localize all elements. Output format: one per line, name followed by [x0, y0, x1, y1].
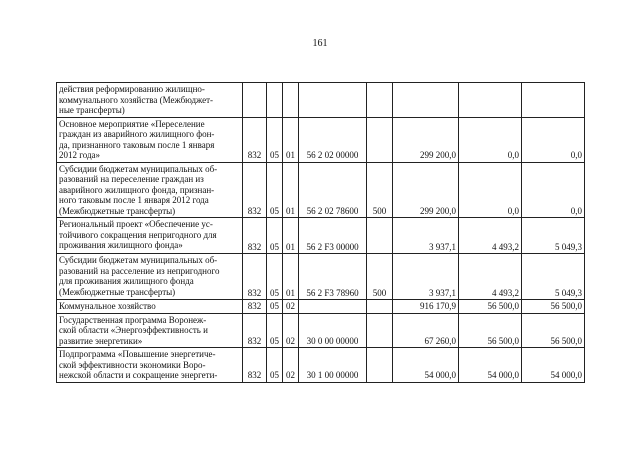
- subsection-cell: [283, 83, 299, 118]
- grbs-cell: 832: [243, 162, 267, 218]
- expense-type-cell: [367, 300, 393, 314]
- row-name-line: граждан из аварийного жилищного фон-: [59, 129, 215, 139]
- row-name-line: тойчивого сокращения непригодного для: [59, 229, 217, 240]
- target-article-cell: 30 1 00 00000: [299, 348, 367, 383]
- amount-year2-cell: 4 493,2: [459, 254, 522, 300]
- amount-year1-cell: 67 260,0: [393, 313, 459, 348]
- grbs-cell: 832: [243, 313, 267, 348]
- amount-year1-cell: 299 200,0: [393, 162, 459, 218]
- row-name-line: развитие энергетики»: [59, 335, 143, 346]
- row-name-line: Региональный проект «Обеспечение ус-: [59, 219, 213, 229]
- section-cell: 05: [267, 348, 283, 383]
- table-row: [57, 117, 585, 162]
- table-row: [57, 300, 585, 314]
- grbs-cell: 832: [243, 254, 267, 300]
- amount-year3-cell: 5 049,3: [522, 218, 585, 254]
- row-name-line: Коммунальное хозяйство: [59, 301, 156, 311]
- row-name-line: аварийного жилищного фонда, признан-: [59, 184, 215, 195]
- expense-type-cell: [367, 348, 393, 383]
- amount-year3-cell: 0,0: [522, 117, 585, 162]
- amount-year3-cell: 54 000,0: [522, 348, 585, 383]
- row-name-line: (Межбюджетные трансферты): [59, 286, 176, 297]
- target-article-cell: 56 2 02 00000: [299, 117, 367, 162]
- amount-year2-cell: 56 500,0: [459, 313, 522, 348]
- page-number: 161: [312, 38, 328, 49]
- row-name-line: Государственная программа Воронеж-: [59, 314, 207, 325]
- table-row: [57, 313, 585, 348]
- grbs-cell: [243, 83, 267, 118]
- row-name-line: Основное мероприятие «Переселение: [59, 118, 205, 129]
- amount-year2-cell: 0,0: [459, 162, 522, 218]
- row-name-line: ской области «Энергоэффективность и: [59, 325, 208, 335]
- amount-year3-cell: 0,0: [522, 162, 585, 218]
- amount-year1-cell: 916 170,9: [393, 300, 459, 314]
- row-name-line: ные трансферты): [59, 105, 125, 115]
- target-article-cell: 56 2 F3 00000: [299, 218, 367, 254]
- target-article-cell: [299, 300, 367, 314]
- table-row: [57, 254, 585, 300]
- table-body: [57, 83, 585, 383]
- subsection-cell: 01: [283, 254, 299, 300]
- amount-year2-cell: 54 000,0: [459, 348, 522, 383]
- grbs-cell: 832: [243, 218, 267, 254]
- table-row: [57, 162, 585, 218]
- section-cell: 05: [267, 313, 283, 348]
- section-cell: 05: [267, 162, 283, 218]
- amount-year2-cell: 0,0: [459, 117, 522, 162]
- amount-year1-cell: 299 200,0: [393, 117, 459, 162]
- row-name-line: 2012 года»: [59, 150, 101, 160]
- amount-year3-cell: 56 500,0: [522, 313, 585, 348]
- target-article-cell: 30 0 00 00000: [299, 313, 367, 348]
- amount-year3-cell: [522, 83, 585, 118]
- row-name-line: да, признанного таковым после 1 января: [59, 139, 215, 150]
- row-name-line: ской эффективности экономики Воро-: [59, 359, 206, 370]
- amount-year2-cell: 4 493,2: [459, 218, 522, 254]
- subsection-cell: 02: [283, 300, 299, 314]
- row-name-line: разований на расселение из непригодного: [59, 265, 220, 276]
- section-cell: 05: [267, 254, 283, 300]
- expense-type-cell: [367, 218, 393, 254]
- section-cell: 05: [267, 300, 283, 314]
- row-name-cell: [57, 117, 243, 162]
- amount-year3-cell: 5 049,3: [522, 254, 585, 300]
- target-article-cell: 56 2 02 78600: [299, 162, 367, 218]
- row-name-line: коммунального хозяйства (Межбюджет-: [59, 94, 214, 105]
- amount-year2-cell: 56 500,0: [459, 300, 522, 314]
- table-row: [57, 218, 585, 254]
- row-name-line: Подпрограмма «Повышение энергетиче-: [59, 349, 216, 359]
- expense-type-cell: 500: [367, 254, 393, 300]
- row-name-line: ного таковым после 1 января 2012 года: [59, 195, 209, 205]
- grbs-cell: 832: [243, 117, 267, 162]
- row-name-cell: [57, 218, 243, 254]
- target-article-cell: [299, 83, 367, 118]
- section-cell: 05: [267, 117, 283, 162]
- row-name-line: (Межбюджетные трансферты): [59, 205, 176, 216]
- grbs-cell: 832: [243, 300, 267, 314]
- expense-type-cell: [367, 313, 393, 348]
- expense-type-cell: [367, 83, 393, 118]
- table-row: [57, 348, 585, 383]
- amount-year2-cell: [459, 83, 522, 118]
- amount-year3-cell: 56 500,0: [522, 300, 585, 314]
- row-name-line: нежской области и сокращение энергети-: [59, 370, 218, 380]
- subsection-cell: 01: [283, 162, 299, 218]
- row-name-cell: [57, 313, 243, 348]
- target-article-cell: 56 2 F3 78960: [299, 254, 367, 300]
- amount-year1-cell: 54 000,0: [393, 348, 459, 383]
- expense-type-cell: 500: [367, 162, 393, 218]
- amount-year1-cell: 3 937,1: [393, 254, 459, 300]
- row-name-cell: [57, 254, 243, 300]
- amount-year1-cell: 3 937,1: [393, 218, 459, 254]
- subsection-cell: 02: [283, 348, 299, 383]
- section-cell: 05: [267, 218, 283, 254]
- expense-type-cell: [367, 117, 393, 162]
- row-name-line: Субсидии бюджетам муниципальных об-: [59, 163, 218, 174]
- row-name-cell: [57, 300, 243, 314]
- row-name-line: действия реформированию жилищно-: [59, 84, 205, 94]
- grbs-cell: 832: [243, 348, 267, 383]
- section-cell: [267, 83, 283, 118]
- row-name-line: Субсидии бюджетам муниципальных об-: [59, 255, 218, 265]
- row-name-cell: [57, 83, 243, 118]
- amount-year1-cell: [393, 83, 459, 118]
- row-name-line: для проживания жилищного фонда: [59, 276, 194, 286]
- row-name-line: разований на переселение граждан из: [59, 174, 204, 184]
- budget-table: [56, 82, 585, 383]
- row-name-cell: [57, 348, 243, 383]
- row-name-cell: [57, 162, 243, 218]
- row-name-line: проживания жилищного фонда»: [59, 240, 183, 250]
- table-row: [57, 83, 585, 118]
- subsection-cell: 02: [283, 313, 299, 348]
- subsection-cell: 01: [283, 117, 299, 162]
- subsection-cell: 01: [283, 218, 299, 254]
